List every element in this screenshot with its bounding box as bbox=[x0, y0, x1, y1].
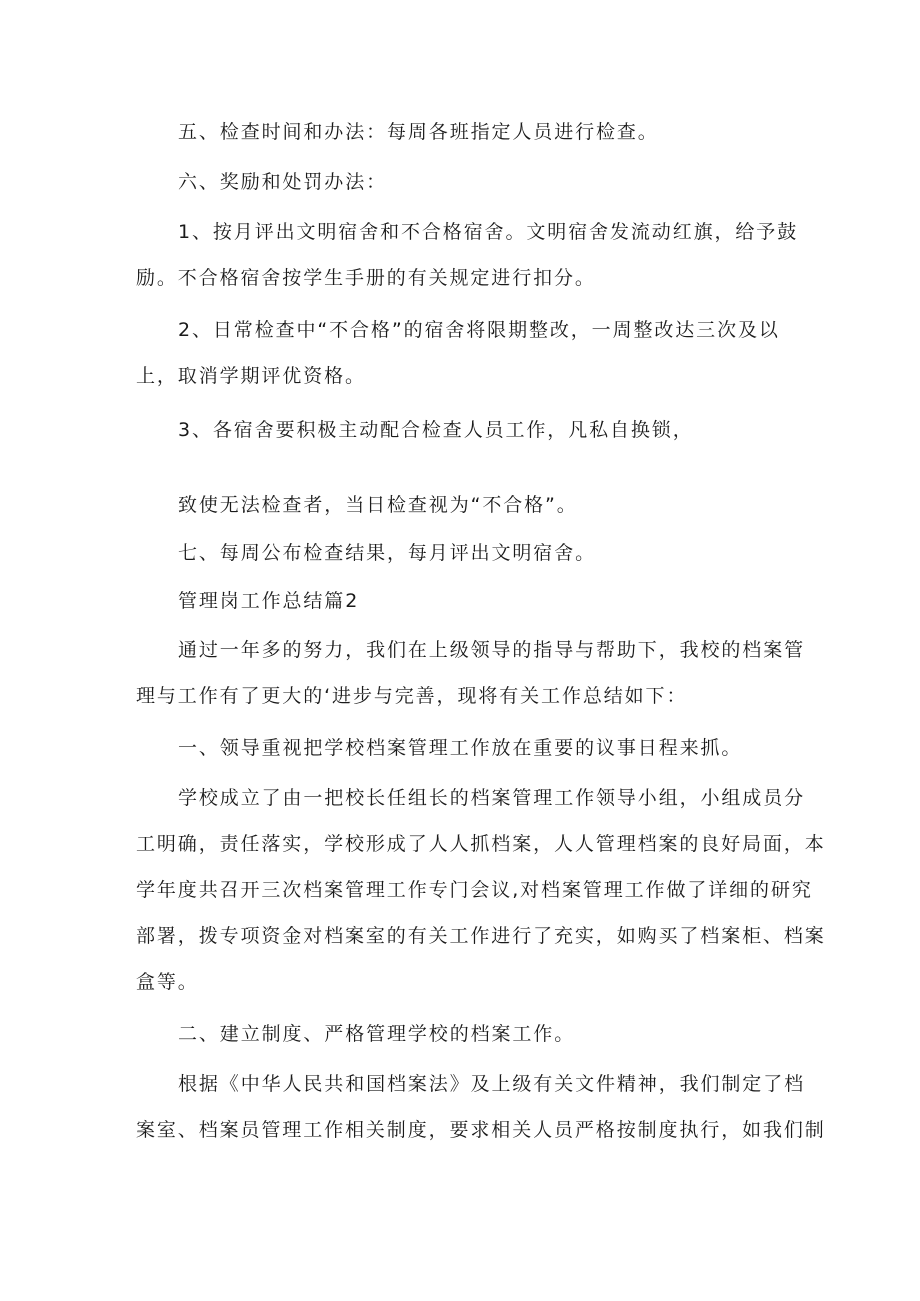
paragraph-item-3: 3、各宿舍要积极主动配合检查人员工作，凡私自换锁， bbox=[178, 419, 694, 441]
paragraph-inspection-time: 五、检查时间和办法：每周各班指定人员进行检查。 bbox=[178, 121, 659, 143]
paragraph-section-two: 二、建立制度、严格管理学校的档案工作。 bbox=[178, 1023, 576, 1045]
paragraph-leadership-line-3: 学年度共召开三次档案管理工作专门会议,对档案管理工作做了详细的研究 bbox=[136, 879, 813, 901]
paragraph-weekly-results: 七、每周公布检查结果，每月评出文明宿舍。 bbox=[178, 542, 597, 564]
paragraph-item-2-line-2: 上，取消学期评优资格。 bbox=[136, 365, 366, 387]
paragraph-leadership-line-2: 工明确，责任落实，学校形成了人人抓档案，人人管理档案的良好局面，本 bbox=[136, 833, 826, 855]
paragraph-leadership-line-4: 部署，拨专项资金对档案室的有关工作进行了充实，如购买了档案柜、档案 bbox=[136, 925, 826, 947]
paragraph-leadership-line-1: 学校成立了由一把校长任组长的档案管理工作领导小组，小组成员分 bbox=[178, 787, 806, 809]
paragraph-leadership-line-5: 盒等。 bbox=[136, 971, 199, 993]
paragraph-intro-line-2: 理与工作有了更大的‘进步与完善，现将有关工作总结如下： bbox=[136, 685, 688, 707]
paragraph-rewards-heading: 六、奖励和处罚办法： bbox=[178, 171, 388, 193]
paragraph-section-one: 一、领导重视把学校档案管理工作放在重要的议事日程来抓。 bbox=[178, 737, 743, 759]
paragraph-rules-line-1: 根据《中华人民共和国档案法》及上级有关文件精神，我们制定了档 bbox=[178, 1073, 806, 1095]
paragraph-rules-line-2: 案室、档案员管理工作相关制度，要求相关人员严格按制度执行，如我们制 bbox=[136, 1119, 826, 1141]
paragraph-item-1-line-2: 励。不合格宿舍按学生手册的有关规定进行扣分。 bbox=[136, 267, 596, 289]
paragraph-item-2-line-1: 2、日常检查中“不合格”的宿舍将限期整改，一周整改达三次及以 bbox=[178, 319, 780, 341]
paragraph-item-3-continued: 致使无法检查者，当日检查视为“不合格”。 bbox=[178, 494, 578, 516]
paragraph-item-1-line-1: 1、按月评出文明宿舍和不合格宿舍。文明宿舍发流动红旗，给予鼓 bbox=[178, 221, 799, 243]
paragraph-intro-line-1: 通过一年多的努力，我们在上级领导的指导与帮助下，我校的档案管 bbox=[178, 639, 806, 661]
section-heading-summary-2: 管理岗工作总结篇2 bbox=[178, 590, 360, 612]
